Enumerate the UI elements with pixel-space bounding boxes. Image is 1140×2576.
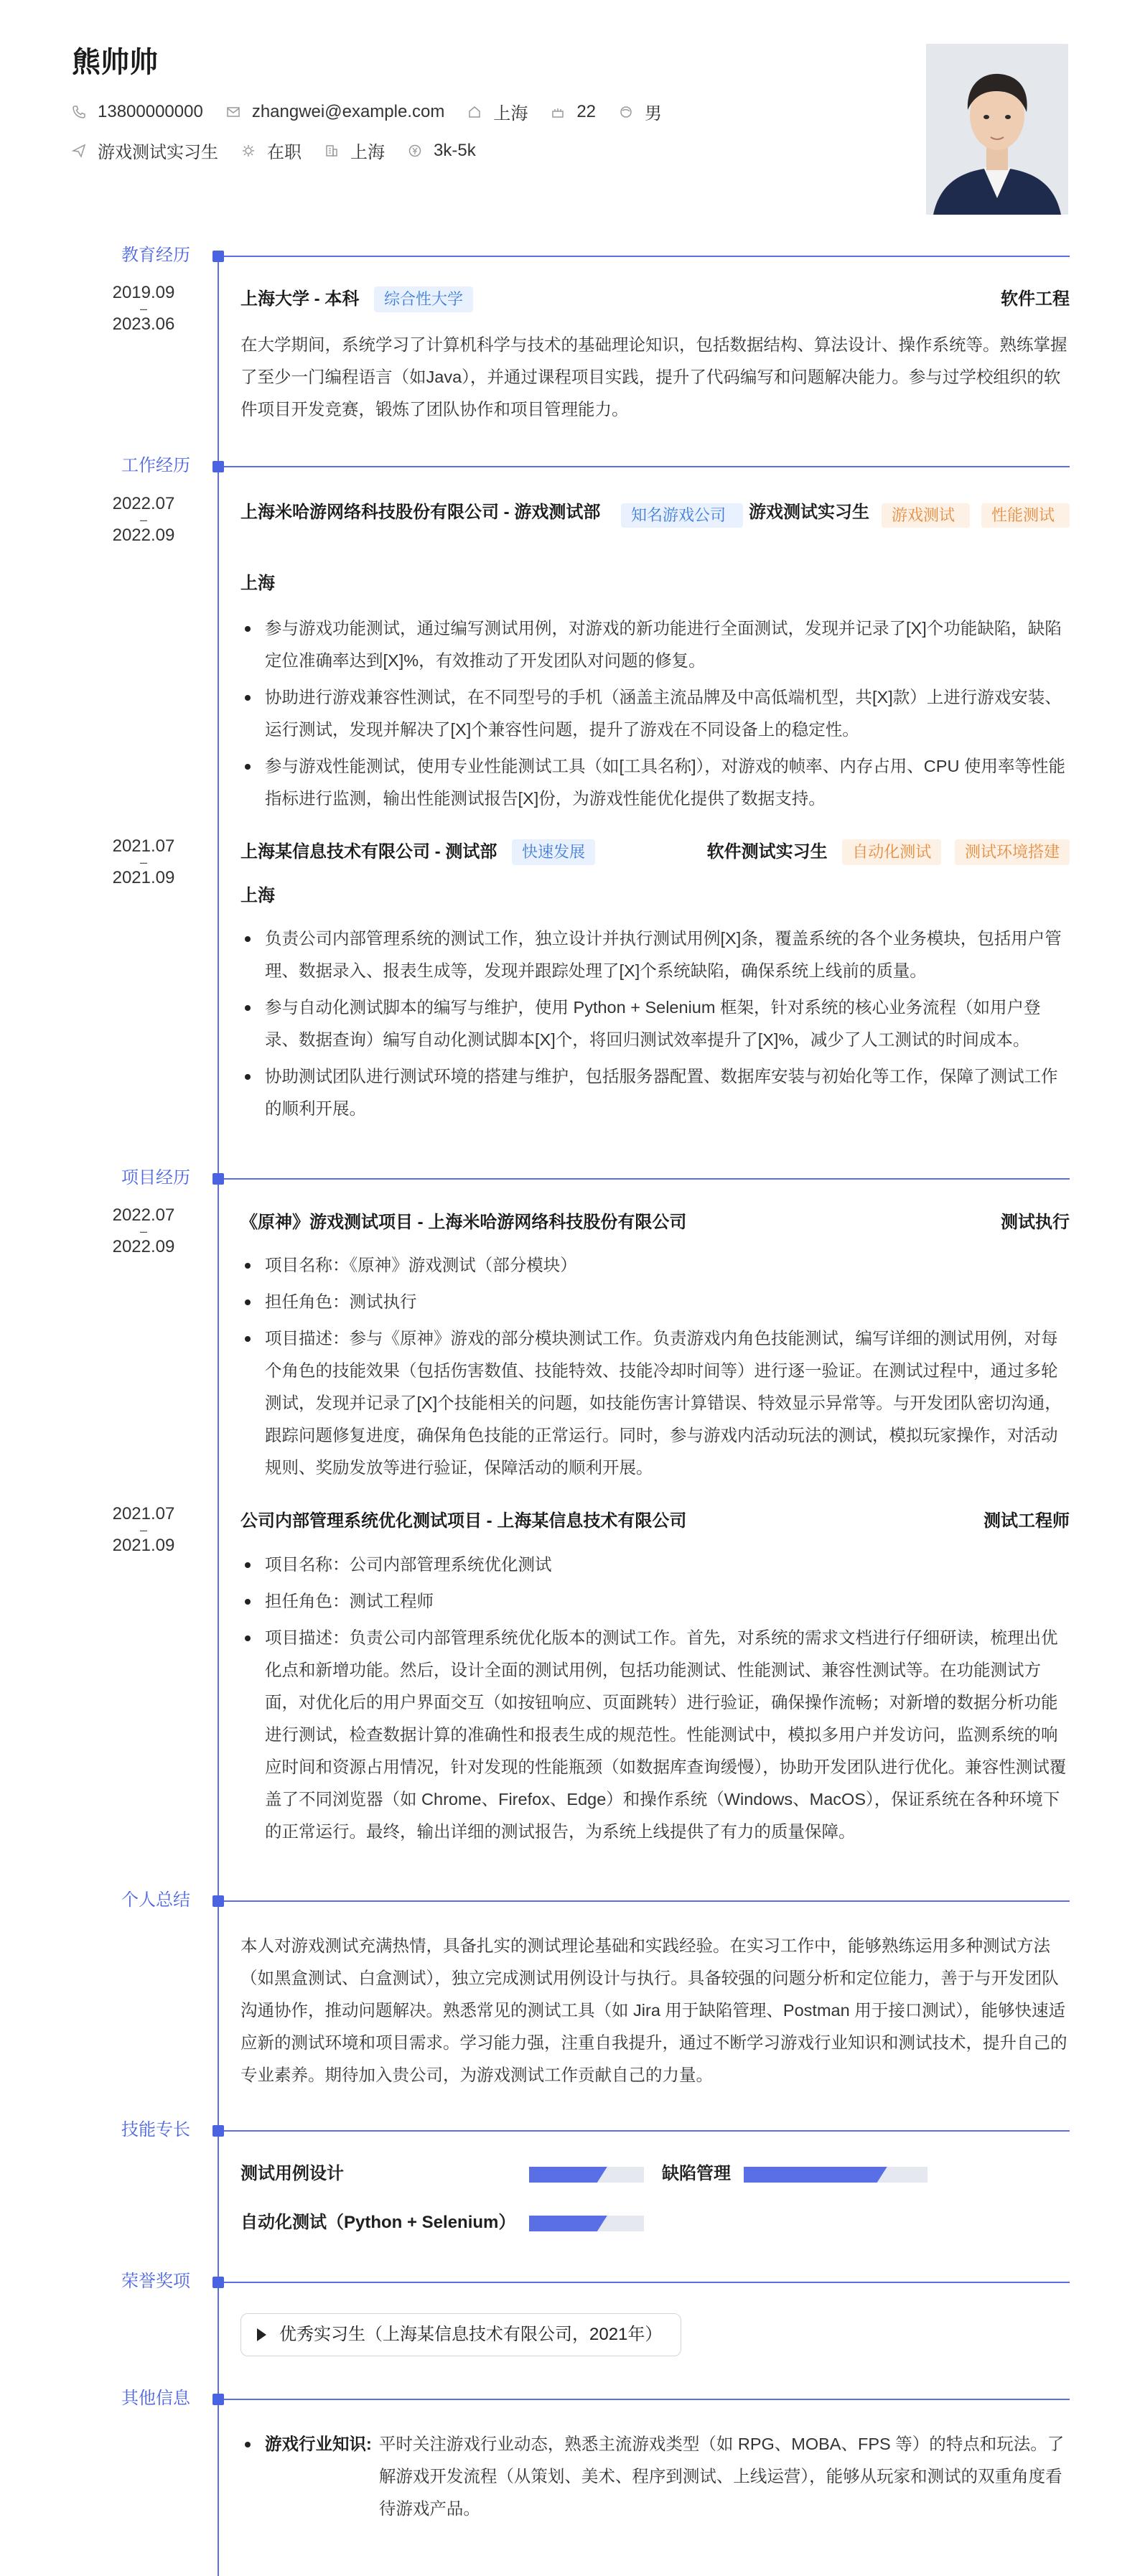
work-company-title: 上海某信息技术有限公司 - 测试部 快速发展: [240, 839, 595, 865]
list-item: 参与自动化测试脚本的编写与维护，使用 Python + Selenium 框架，针对系统的核心业务流程（如用户登录、数据查询）编写自动化测试脚本[X]个，将回归测试效率提升了[X]%，减少了人工测试的时间成本。: [240, 991, 1070, 1056]
other-info-value: 平时关注游戏行业动态，熟悉主流游戏类型（如 RPG、MOBA、FPS 等）的特点和玩法。了解游戏开发流程（从策划、美术、程序到测试、上线运营），能够从玩家和测试的双重角度看待游戏产品。: [378, 2435, 1065, 2518]
list-item: 协助进行游戏兼容性测试，在不同型号的手机（涵盖主流品牌及中高低端机型，共[X]款）上进行游戏安装、运行测试，发现并解决了[X]个兼容性问题，提升了游戏在不同设备上的稳定性。: [240, 681, 1070, 746]
skill-level-bar: [744, 2167, 928, 2183]
gender-item: [619, 99, 662, 124]
phone-icon: [72, 105, 86, 119]
section-education: [0, 245, 1140, 266]
target-city-item: [324, 138, 385, 163]
project-date: 2021.07 – 2021.09: [112, 1504, 175, 1555]
section-title: 项目经历: [121, 1168, 190, 1187]
project-bullets: [240, 1249, 1070, 1488]
skill-tag: 测试环境搭建: [955, 839, 1070, 865]
section-divider: [224, 2130, 1070, 2132]
section-title: 个人总结: [121, 1890, 190, 1910]
skill-level-bar: [529, 2216, 644, 2231]
section-title: 教育经历: [121, 246, 190, 265]
list-item: 担任角色：测试工程师: [240, 1585, 1070, 1618]
section-divider: [224, 2399, 1070, 2400]
section-marker: [212, 1895, 224, 1907]
award-text: 优秀实习生（上海某信息技术有限公司，2021年）: [279, 2325, 663, 2344]
work-role-and-skills: [707, 839, 1070, 865]
salary-value: 3k-5k: [434, 140, 476, 160]
section-marker: [212, 2125, 224, 2137]
project-date: 2022.07 – 2022.09: [112, 1205, 175, 1256]
salary-icon: [408, 144, 422, 158]
skill-name: 测试用例设计: [240, 2164, 344, 2183]
phone-value: 13800000000: [98, 101, 203, 121]
section-title: 技能专长: [121, 2120, 190, 2139]
skill-tag: 游戏测试: [882, 503, 970, 528]
work-role: 软件测试实习生: [706, 842, 828, 862]
section-awards: [0, 2271, 1140, 2292]
city-value: 上海: [493, 104, 528, 123]
skill-tag: 自动化测试: [842, 839, 941, 865]
other-info-key: 游戏行业知识:: [240, 2428, 372, 2525]
project-role: 测试执行: [1001, 1213, 1070, 1232]
skill-level-fill: [529, 2216, 607, 2231]
status-value: 在职: [267, 143, 302, 162]
profile-photo: [926, 44, 1068, 215]
work-bullets: [240, 923, 1070, 1129]
job-intent-row: [72, 138, 499, 163]
section-marker: [212, 1173, 224, 1185]
section-divider: [224, 2282, 1070, 2283]
list-item: 项目名称：公司内部管理系统优化测试: [240, 1549, 1070, 1581]
work-role: 游戏测试实习生: [749, 503, 869, 522]
list-item: 项目描述：参与《原神》游戏的部分模块测试工作。负责游戏内角色技能测试，编写详细的测试用例，对每个角色的技能效果（包括伤害数值、技能特效、技能冷却时间等）进行逐一验证。在测试过程中，通过多轮测试，发现并记录了[X]个技能相关的问题，如技能伤害计算错误、特效显示异常等。与开发团队密切沟通，跟踪问题修复进度，确保角色技能的正常运行。同时，参与游戏内活动玩法的测试，模拟玩家操作，对活动规则、奖励发放等进行验证，保障活动的顺利开展。: [240, 1322, 1070, 1484]
section-marker: [212, 251, 224, 262]
school-type-tag: 综合性大学: [374, 286, 473, 312]
skill-tag: 性能测试: [981, 503, 1070, 528]
home-icon: [467, 105, 482, 119]
project-role: 测试工程师: [984, 1511, 1070, 1531]
email-item: [226, 102, 445, 122]
education-major: 软件工程: [1001, 289, 1070, 309]
project-title: 《原神》游戏测试项目 - 上海米哈游网络科技股份有限公司: [240, 1213, 687, 1232]
target-role-item: [72, 138, 218, 163]
gender-value: 男: [645, 104, 663, 123]
building-icon: [324, 144, 339, 158]
work-location: 上海: [240, 886, 275, 905]
section-title: 工作经历: [121, 456, 190, 475]
list-item: 项目名称：《原神》游戏测试（部分模块）: [240, 1249, 1070, 1282]
list-item: 担任角色：测试执行: [240, 1286, 1070, 1318]
phone-item: [72, 102, 203, 122]
caret-right-icon: [257, 2328, 266, 2341]
section-summary: [0, 1890, 1140, 1911]
list-item: 负责公司内部管理系统的测试工作，独立设计并执行测试用例[X]条，覆盖系统的各个业务模块，包括用户管理、数据录入、报表生成等，发现并跟踪处理了[X]个系统缺陷，确保系统上线前的质量。: [240, 923, 1070, 987]
other-info-item: [240, 2428, 1070, 2525]
education-school: 上海大学 - 本科 综合性大学: [240, 286, 473, 312]
list-item: 协助测试团队进行测试环境的搭建与维护，包括服务器配置、数据库安装与初始化等工作，保障了测试工作的顺利开展。: [240, 1060, 1070, 1125]
section-title: 荣誉奖项: [121, 2272, 190, 2291]
status-icon: [241, 144, 256, 158]
list-item: 项目描述：负责公司内部管理系统优化版本的测试工作。首先，对系统的需求文档进行仔细研读，梳理出优化点和新增功能。然后，设计全面的测试用例，包括功能测试、性能测试、兼容性测试等。在功能测试方面，对优化后的用户界面交互（如按钮响应、页面跳转）进行验证，确保操作流畅；对新增的数据分析功能进行测试，检查数据计算的准确性和报表生成的规范性。性能测试中，模拟多用户并发访问，监测系统的响应时间和资源占用情况，针对发现的性能瓶颈（如数据库查询缓慢），协助开发团队进行优化。兼容性测试覆盖了不同浏览器（如 Chrome、Firefox、Edge）和操作系统（Windows、MacOS），保证系统在各种环境下的正常运行。最终，输出详细的测试报告，为系统上线提供了有力的质量保障。: [240, 1622, 1070, 1848]
project-title: 公司内部管理系统优化测试项目 - 上海某信息技术有限公司: [240, 1511, 687, 1531]
project-bullets: [240, 1549, 1070, 1852]
email-value: zhangwei@example.com: [251, 101, 445, 121]
work-date: 2021.07 – 2021.09: [112, 836, 175, 887]
send-icon: [72, 144, 86, 158]
section-marker: [212, 2394, 224, 2405]
age-icon: [551, 105, 565, 119]
city-item: [467, 99, 528, 124]
section-divider: [224, 1900, 1070, 1902]
company-tag: 知名游戏公司: [621, 503, 743, 528]
education-date: 2019.09 – 2023.06: [112, 283, 175, 334]
section-divider: [224, 256, 1070, 257]
age-item: [551, 102, 596, 122]
section-marker: [212, 461, 224, 472]
award-item[interactable]: [240, 2313, 681, 2356]
contact-row: [72, 99, 685, 124]
skill-level-bar: [529, 2167, 644, 2183]
target-role-value: 游戏测试实习生: [98, 143, 218, 162]
work-location: 上海: [240, 574, 275, 593]
section-divider: [224, 1178, 1070, 1180]
section-divider: [224, 466, 1070, 467]
work-company-title: 上海米哈游网络科技股份有限公司 - 游戏测试部: [240, 503, 601, 522]
resume-header: [72, 39, 1070, 219]
skill-name: 缺陷管理: [662, 2164, 731, 2183]
status-item: [241, 138, 302, 163]
education-description: 在大学期间，系统学习了计算机科学与技术的基础理论知识，包括数据结构、算法设计、操作系统等。熟练掌握了至少一门编程语言（如Java），并通过课程项目实践，提升了代码编写和问题解决能力。参与过学校组织的软件项目开发竞赛，锻炼了团队协作和项目管理能力。: [240, 335, 1067, 419]
company-tag: 快速发展: [512, 839, 595, 865]
skill-level-fill: [529, 2167, 607, 2183]
list-item: 参与游戏功能测试，通过编写测试用例，对游戏的新功能进行全面测试，发现并记录了[X]个功能缺陷，缺陷定位准确率达到[X]%，有效推动了开发团队对问题的修复。: [240, 612, 1070, 677]
gender-icon: [619, 105, 633, 119]
work-date: 2022.07 – 2022.09: [112, 494, 175, 545]
candidate-name: 熊帅帅: [72, 47, 158, 78]
section-project: [0, 1167, 1140, 1189]
salary-item: [408, 141, 476, 161]
section-title: 其他信息: [121, 2389, 190, 2408]
list-item: 参与游戏性能测试，使用专业性能测试工具（如[工具名称]），对游戏的帧率、内存占用、CPU 使用率等性能指标进行监测，输出性能测试报告[X]份，为游戏性能优化提供了数据支持。: [240, 750, 1070, 815]
summary-text: 本人对游戏测试充满热情，具备扎实的测试理论基础和实践经验。在实习工作中，能够熟练运用多种测试方法（如黑盒测试、白盒测试），独立完成测试用例设计与执行。具备较强的问题分析和定位能力，善于与开发团队沟通协作，推动问题解决。熟悉常见的测试工具（如 Jira 用于缺陷管理、Postman 用于接口测试），能够快速适应新的测试环境和项目需求。学习能力强，注重自我提升，通过不断学习游戏行业知识和测试技术，提升自己的专业素养。期待加入贵公司，为游戏测试工作贡献自己的力量。: [240, 1936, 1067, 2084]
section-other: [0, 2388, 1140, 2409]
section-marker: [212, 2277, 224, 2288]
section-work: [0, 455, 1140, 477]
target-city-value: 上海: [350, 143, 385, 162]
mail-icon: [226, 105, 240, 119]
section-skills: [0, 2119, 1140, 2141]
timeline-line: [218, 256, 219, 2576]
work-bullets: [240, 612, 1070, 819]
skill-level-fill: [744, 2167, 887, 2183]
age-value: 22: [576, 101, 597, 121]
skill-name: 自动化测试（Python + Selenium）: [240, 2213, 516, 2232]
